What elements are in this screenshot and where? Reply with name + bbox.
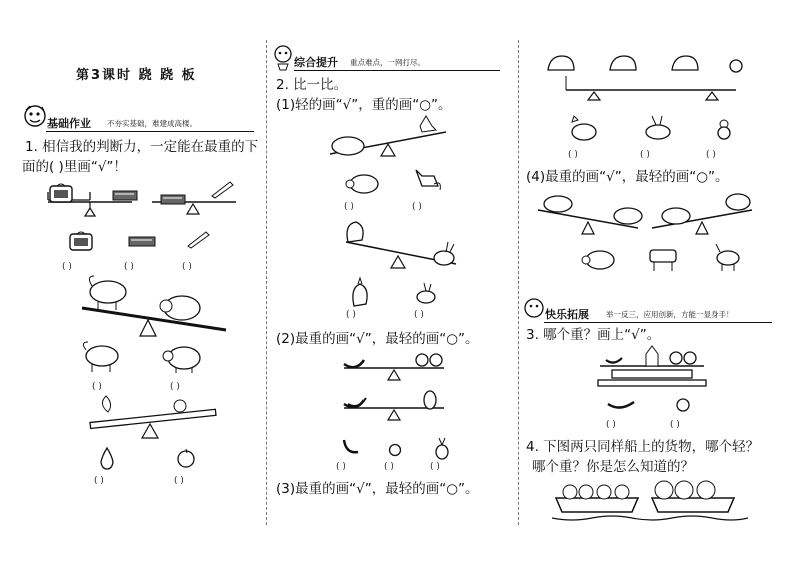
q2-sub2: (2)最重的画“√”，最轻的画“○”。	[276, 331, 479, 347]
q1-answer-blank-5[interactable]: ( )	[170, 382, 180, 392]
q2-sub3: (3)最重的画“√”，最轻的画“○”。	[276, 481, 479, 497]
q1-answer-blank-6[interactable]: ( )	[94, 476, 104, 486]
q2-2-blank-3[interactable]: ( )	[430, 462, 440, 472]
q2-4-blank-2[interactable]: ( )	[640, 150, 650, 160]
q2-4-scales	[540, 42, 750, 102]
chick-icon	[716, 118, 732, 140]
q2-2-blank-1[interactable]: ( )	[336, 462, 346, 472]
mascot-icon	[22, 104, 48, 130]
column-divider-left	[266, 40, 267, 525]
goat-icon	[78, 338, 122, 374]
pig-icon	[344, 172, 380, 196]
schoolbag-icon	[48, 182, 74, 204]
section-label-comprehensive: 综合提升	[294, 56, 338, 69]
q2-1-blank-1[interactable]: ( )	[344, 202, 354, 212]
cat-icon	[566, 114, 600, 142]
q3-blank-1[interactable]: ( )	[606, 420, 616, 430]
q1-answer-blank-2[interactable]: ( )	[124, 262, 134, 272]
pencil-box-icon	[112, 188, 138, 202]
mascot-icon	[522, 296, 546, 320]
q2-4b-scales	[532, 188, 762, 238]
q4-text-line1: 4. 下图两只同样船上的货物，哪个轻？	[526, 439, 760, 455]
q1-answer-blank-7[interactable]: ( )	[174, 476, 184, 486]
q2-2-blank-2[interactable]: ( )	[384, 462, 394, 472]
q2-1-blank-3[interactable]: ( )	[346, 310, 356, 320]
section-banner-extension	[522, 296, 772, 324]
banana-icon	[606, 400, 636, 412]
column-divider-right	[518, 40, 519, 525]
q2-scale-4	[340, 392, 450, 422]
lesson-title: 第3课时 跷 跷 板	[76, 68, 197, 83]
orange-icon	[676, 398, 690, 412]
banana-icon	[342, 438, 360, 456]
pencil-box-icon-item	[128, 234, 156, 248]
rabbit-icon	[640, 114, 674, 140]
q2-scale-3	[340, 352, 450, 382]
q2-4-blank-3[interactable]: ( )	[706, 150, 716, 160]
q2-sub4: (4)最重的画“√”，最轻的画“○”。	[526, 169, 729, 185]
q4-text-line2: 哪个重？你是怎么知道的？	[532, 459, 694, 475]
section-note-comprehensive: 重点难点，一网打尽。	[350, 58, 425, 67]
section-note-basic: 不夯实基础，难建成高楼。	[107, 119, 197, 128]
section-label-basic: 基础作业	[47, 117, 91, 130]
cow-icon	[646, 244, 682, 272]
schoolbag-icon-item	[68, 230, 94, 252]
rabbit-icon	[414, 282, 438, 304]
q2-1-blank-2[interactable]: ( )	[412, 202, 422, 212]
section-banner-basic	[22, 104, 254, 132]
q2-scale-1	[326, 118, 476, 168]
q2-sub1: (1)轻的画“√”，重的画“○”。	[276, 97, 452, 113]
q3-scale	[592, 346, 712, 396]
pencil-box-icon-2	[160, 192, 186, 206]
fox-icon	[412, 166, 442, 192]
q1-answer-blank-1[interactable]: ( )	[62, 262, 72, 272]
mascot-icon	[272, 44, 294, 70]
pear-icon	[98, 446, 116, 470]
q1-text-line1: 1. 相信我的判断力，一定能在最重的下	[25, 139, 259, 155]
section-banner-comprehensive	[272, 44, 502, 72]
pineapple-icon	[434, 438, 450, 460]
section-note-extension: 举一反三，应用创新，方能一显身手！	[606, 310, 734, 319]
q1-text-line2: 面的( )里画“√”！	[22, 159, 127, 175]
q1-answer-blank-3[interactable]: ( )	[182, 262, 192, 272]
pig-icon	[160, 342, 204, 374]
q3-title: 3. 哪个重？画上“√”。	[526, 327, 661, 343]
q2-scale-2	[326, 218, 476, 278]
q4-cargo-boats	[552, 478, 752, 524]
q2-title: 2. 比一比。	[276, 77, 348, 93]
section-label-extension: 快乐拓展	[545, 308, 589, 321]
q2-1-blank-4[interactable]: ( )	[414, 310, 424, 320]
pencil-icon	[210, 180, 234, 198]
q3-blank-2[interactable]: ( )	[670, 420, 680, 430]
pig-icon	[580, 248, 616, 272]
apple-icon	[388, 442, 402, 456]
rooster-icon	[346, 278, 374, 308]
q2-4-blank-1[interactable]: ( )	[568, 150, 578, 160]
q1-answer-blank-4[interactable]: ( )	[92, 382, 102, 392]
apple-icon	[176, 448, 196, 468]
goat-icon	[712, 242, 742, 272]
seesaw-pear-apple	[88, 402, 218, 442]
pencil-icon-item	[186, 230, 210, 248]
